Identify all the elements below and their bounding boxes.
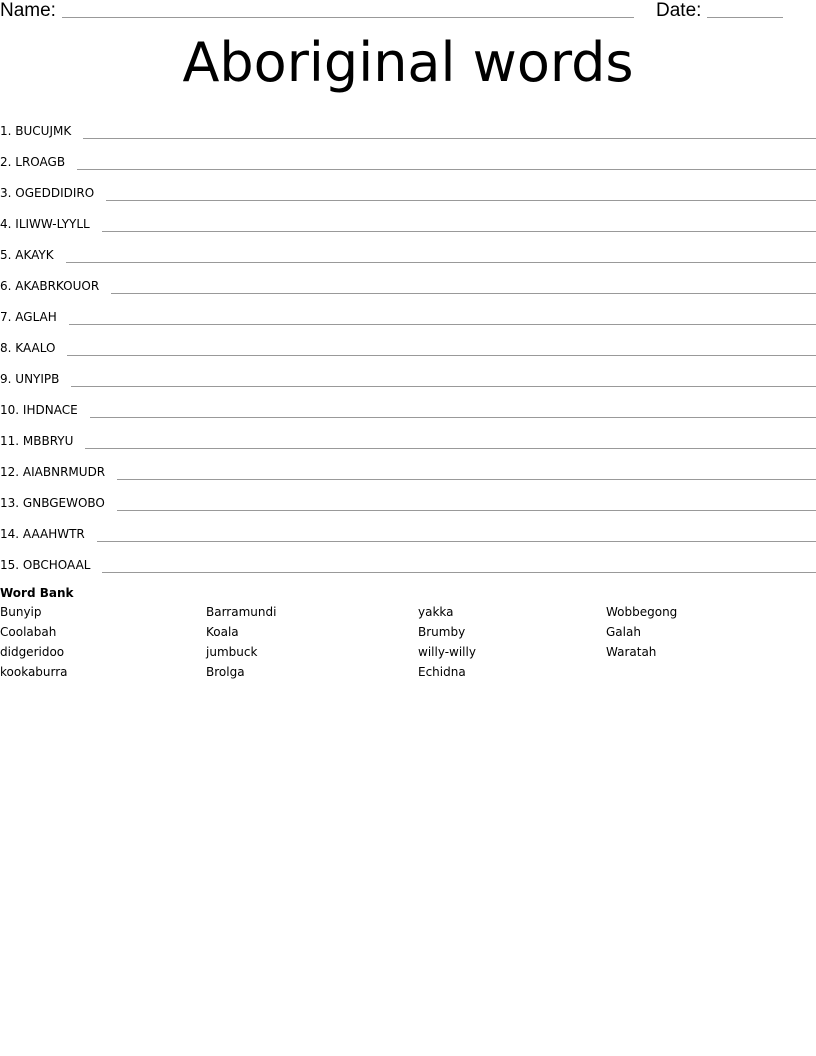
scramble-row bbox=[0, 451, 816, 482]
answer-line[interactable] bbox=[102, 230, 816, 232]
word-bank bbox=[0, 584, 816, 682]
scramble-row bbox=[0, 265, 816, 296]
scramble-row bbox=[0, 420, 816, 451]
scrambled-word: OBCHOAAL bbox=[22, 558, 91, 572]
scrambled-word: AKAYK bbox=[15, 248, 54, 262]
word-bank-item: Echidna bbox=[418, 665, 466, 679]
date-label: Date: bbox=[656, 0, 702, 21]
answer-line[interactable] bbox=[69, 323, 816, 325]
scramble-row bbox=[0, 234, 816, 265]
scrambled-word: AIABNRMUDR bbox=[22, 465, 106, 479]
scrambled-word: GNBGEWOBO bbox=[22, 496, 105, 510]
scrambled-word: MBBRYU bbox=[22, 434, 74, 448]
name-label: Name: bbox=[0, 0, 56, 21]
scramble-row bbox=[0, 110, 816, 141]
word-bank-item: didgeridoo bbox=[0, 645, 65, 659]
answer-line[interactable] bbox=[111, 292, 816, 294]
answer-line[interactable] bbox=[117, 478, 816, 480]
scramble-number: 5. bbox=[0, 248, 12, 262]
word-bank-column bbox=[606, 602, 677, 662]
scrambled-word: ILIWW-LYYLL bbox=[15, 217, 90, 231]
scrambled-word: UNYIPB bbox=[15, 372, 60, 386]
scramble-number: 6. bbox=[0, 279, 12, 293]
scrambled-word: IHDNACE bbox=[22, 403, 78, 417]
scramble-number: 8. bbox=[0, 341, 12, 355]
scramble-row bbox=[0, 203, 816, 234]
answer-line[interactable] bbox=[117, 509, 816, 511]
scramble-row bbox=[0, 327, 816, 358]
word-bank-item: Bunyip bbox=[0, 605, 42, 619]
word-bank-item: yakka bbox=[418, 605, 454, 619]
answer-line[interactable] bbox=[67, 354, 816, 356]
scramble-number: 3. bbox=[0, 186, 12, 200]
scramble-number: 11. bbox=[0, 434, 20, 448]
answer-line[interactable] bbox=[90, 416, 816, 418]
word-bank-item: Brolga bbox=[206, 665, 245, 679]
scramble-row bbox=[0, 389, 816, 420]
scramble-row bbox=[0, 172, 816, 203]
answer-line[interactable] bbox=[97, 540, 816, 542]
name-blank-line[interactable] bbox=[62, 17, 634, 18]
scramble-number: 2. bbox=[0, 155, 12, 169]
word-bank-item: Wobbegong bbox=[606, 605, 678, 619]
word-bank-item: Brumby bbox=[418, 625, 466, 639]
scramble-number: 9. bbox=[0, 372, 12, 386]
scramble-number: 10. bbox=[0, 403, 20, 417]
scramble-number: 14. bbox=[0, 527, 20, 541]
scramble-row bbox=[0, 513, 816, 544]
answer-line[interactable] bbox=[66, 261, 816, 263]
scrambled-word: AKABRKOUOR bbox=[15, 279, 100, 293]
scramble-number: 4. bbox=[0, 217, 12, 231]
scramble-number: 7. bbox=[0, 310, 12, 324]
scramble-number: 13. bbox=[0, 496, 20, 510]
word-bank-item: willy-willy bbox=[418, 645, 476, 659]
answer-line[interactable] bbox=[83, 137, 816, 139]
scrambled-word: AGLAH bbox=[15, 310, 57, 324]
scramble-row bbox=[0, 358, 816, 389]
scramble-number: 1. bbox=[0, 124, 12, 138]
scrambled-word: BUCUJMK bbox=[15, 124, 72, 138]
word-bank-item: Galah bbox=[606, 625, 641, 639]
scramble-number: 15. bbox=[0, 558, 20, 572]
answer-line[interactable] bbox=[77, 168, 816, 170]
word-bank-grid bbox=[0, 602, 816, 682]
scrambled-word: KAALO bbox=[15, 341, 56, 355]
scramble-list bbox=[0, 110, 816, 575]
scramble-number: 12. bbox=[0, 465, 20, 479]
header bbox=[0, 0, 816, 22]
word-bank-item: Koala bbox=[206, 625, 239, 639]
answer-line[interactable] bbox=[102, 571, 816, 573]
word-bank-column bbox=[0, 602, 68, 682]
scramble-row bbox=[0, 296, 816, 327]
scramble-row bbox=[0, 141, 816, 172]
date-blank-line[interactable] bbox=[707, 17, 783, 18]
word-bank-item: kookaburra bbox=[0, 665, 68, 679]
answer-line[interactable] bbox=[71, 385, 816, 387]
scrambled-word: AAAHWTR bbox=[22, 527, 85, 541]
word-bank-item: Barramundi bbox=[206, 605, 277, 619]
word-bank-column bbox=[206, 602, 276, 682]
word-bank-title: Word Bank bbox=[0, 586, 74, 600]
word-bank-item: Waratah bbox=[606, 645, 657, 659]
page-title: Aboriginal words bbox=[182, 31, 634, 94]
scrambled-word: OGEDDIDIRO bbox=[15, 186, 95, 200]
answer-line[interactable] bbox=[85, 447, 816, 449]
answer-line[interactable] bbox=[106, 199, 816, 201]
scramble-row bbox=[0, 544, 816, 575]
word-bank-item: jumbuck bbox=[206, 645, 258, 659]
scramble-row bbox=[0, 482, 816, 513]
scrambled-word: LROAGB bbox=[15, 155, 66, 169]
word-bank-item: Coolabah bbox=[0, 625, 57, 639]
word-bank-column bbox=[418, 602, 476, 682]
